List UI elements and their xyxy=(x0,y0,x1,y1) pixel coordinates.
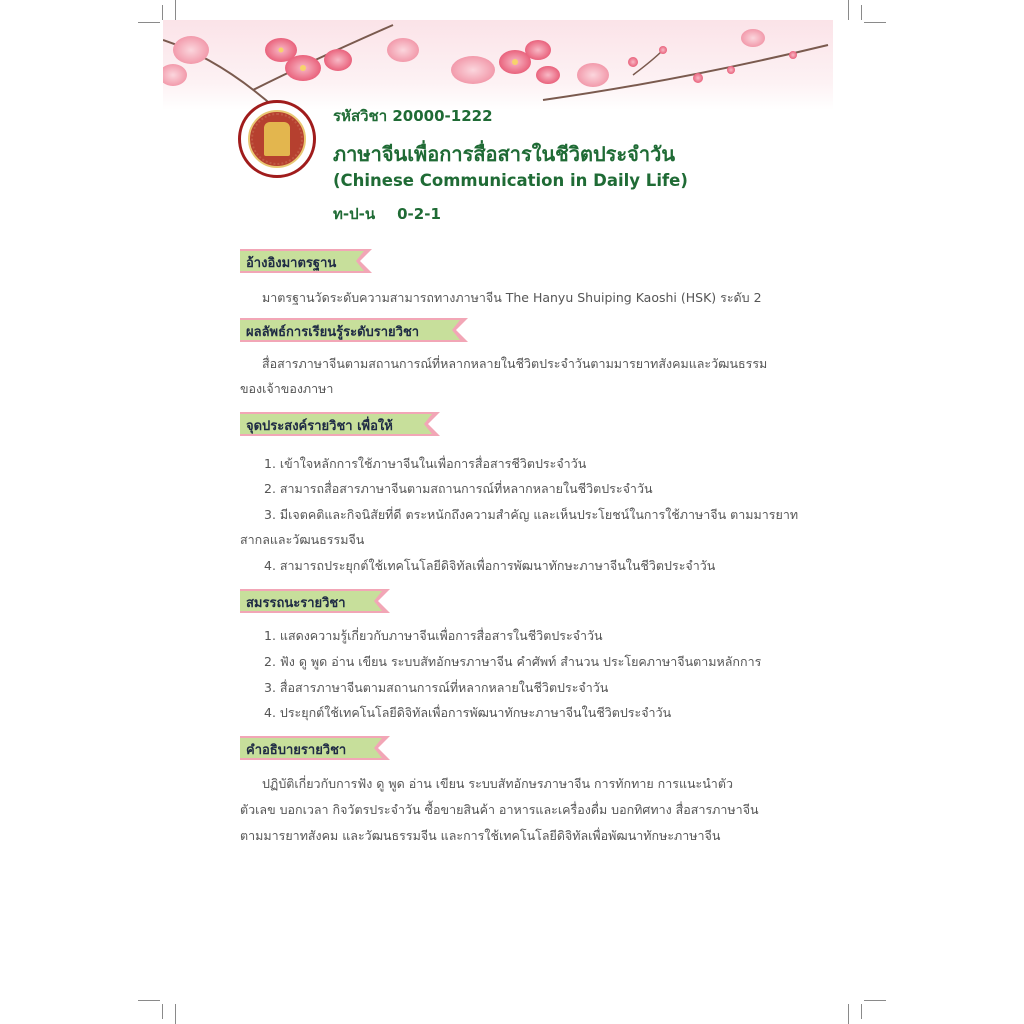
standard-text: มาตรฐานวัดระดับความสามารถทางภาษาจีน The Hanyu Shuiping Kaoshi (HSK) ระดับ 2 xyxy=(262,290,762,305)
crop-mark-bl-h xyxy=(138,1000,160,1001)
crop-mark-br-v2 xyxy=(861,1004,862,1019)
crop-mark-bl-v2 xyxy=(162,1004,163,1019)
crop-mark-tl-h xyxy=(138,22,160,23)
competency-item-4: 4. ประยุกต์ใช้เทคโนโลยีดิจิทัลเพื่อการพัฒนาทักษะภาษาจีนในชีวิตประจำวัน xyxy=(264,705,672,720)
crop-mark-br-v xyxy=(848,1004,849,1024)
crop-mark-br-h xyxy=(864,1000,886,1001)
objective-item-1: 1. เข้าใจหลักการใช้ภาษาจีนในเพื่อการสื่อสารชีวิตประจำวัน xyxy=(264,456,587,471)
objective-item-4: 4. สามารถประยุกต์ใช้เทคโนโลยีดิจิทัลเพื่อการพัฒนาทักษะภาษาจีนในชีวิตประจำวัน xyxy=(264,558,716,573)
description-line-2: ตัวเลข บอกเวลา กิจวัตรประจำวัน ซื้อขายสินค้า อาหารและเครื่องดื่ม บอกทิศทาง สื่อสารภาษาจีน xyxy=(240,802,759,817)
crop-mark-tl-v2 xyxy=(162,5,163,20)
crop-mark-bl-v xyxy=(175,1004,176,1024)
seal-inner-icon xyxy=(248,110,306,168)
course-code: รหัสวิชา 20000-1222 xyxy=(333,107,493,125)
competency-item-3: 3. สื่อสารภาษาจีนตามสถานการณ์ที่หลากหลายในชีวิตประจำวัน xyxy=(264,680,609,695)
credit-label: ท-ป-น xyxy=(333,205,376,223)
outcome-text-line1: สื่อสารภาษาจีนตามสถานการณ์ที่หลากหลายในชีวิตประจำวันตามมารยาทสังคมและวัฒนธรรม xyxy=(262,356,768,371)
outcome-text-line2: ของเจ้าของภาษา xyxy=(240,381,334,396)
cherry-blossom-banner xyxy=(163,20,833,110)
objective-item-3: 3. มีเจตคติและกิจนิสัยที่ดี ตระหนักถึงความสำคัญ และเห็นประโยชน์ในการใช้ภาษาจีน ตามมารยาท xyxy=(264,507,799,522)
seal-emblem xyxy=(264,122,290,156)
objective-item-2: 2. สามารถสื่อสารภาษาจีนตามสถานการณ์ที่หลากหลายในชีวิตประจำวัน xyxy=(264,481,653,496)
objective-item-3-cont: สากลและวัฒนธรรมจีน xyxy=(240,532,365,547)
crop-mark-tr-v2 xyxy=(861,5,862,20)
crop-mark-tl-v xyxy=(175,0,176,20)
description-line-1: ปฏิบัติเกี่ยวกับการฟัง ดู พูด อ่าน เขียน ระบบสัทอักษรภาษาจีน การทักทาย การแนะนำตัว xyxy=(262,776,733,791)
credit-value: 0-2-1 xyxy=(397,205,441,223)
crop-mark-tr-v xyxy=(848,0,849,20)
course-title-english: (Chinese Communication in Daily Life) xyxy=(333,171,688,190)
course-title-thai: ภาษาจีนเพื่อการสื่อสารในชีวิตประจำวัน xyxy=(333,142,675,166)
credit-hours xyxy=(333,202,441,226)
competency-item-2: 2. ฟัง ดู พูด อ่าน เขียน ระบบสัทอักษรภาษาจีน คำศัพท์ สำนวน ประโยคภาษาจีนตามหลักการ xyxy=(264,654,762,669)
institution-seal-logo xyxy=(238,100,316,178)
competency-item-1: 1. แสดงความรู้เกี่ยวกับภาษาจีนเพื่อการสื่อสารในชีวิตประจำวัน xyxy=(264,628,603,643)
crop-mark-tr-h xyxy=(864,22,886,23)
description-line-3: ตามมารยาทสังคม และวัฒนธรรมจีน และการใช้เทคโนโลยีดิจิทัลเพื่อพัฒนาทักษะภาษาจีน xyxy=(240,828,721,843)
